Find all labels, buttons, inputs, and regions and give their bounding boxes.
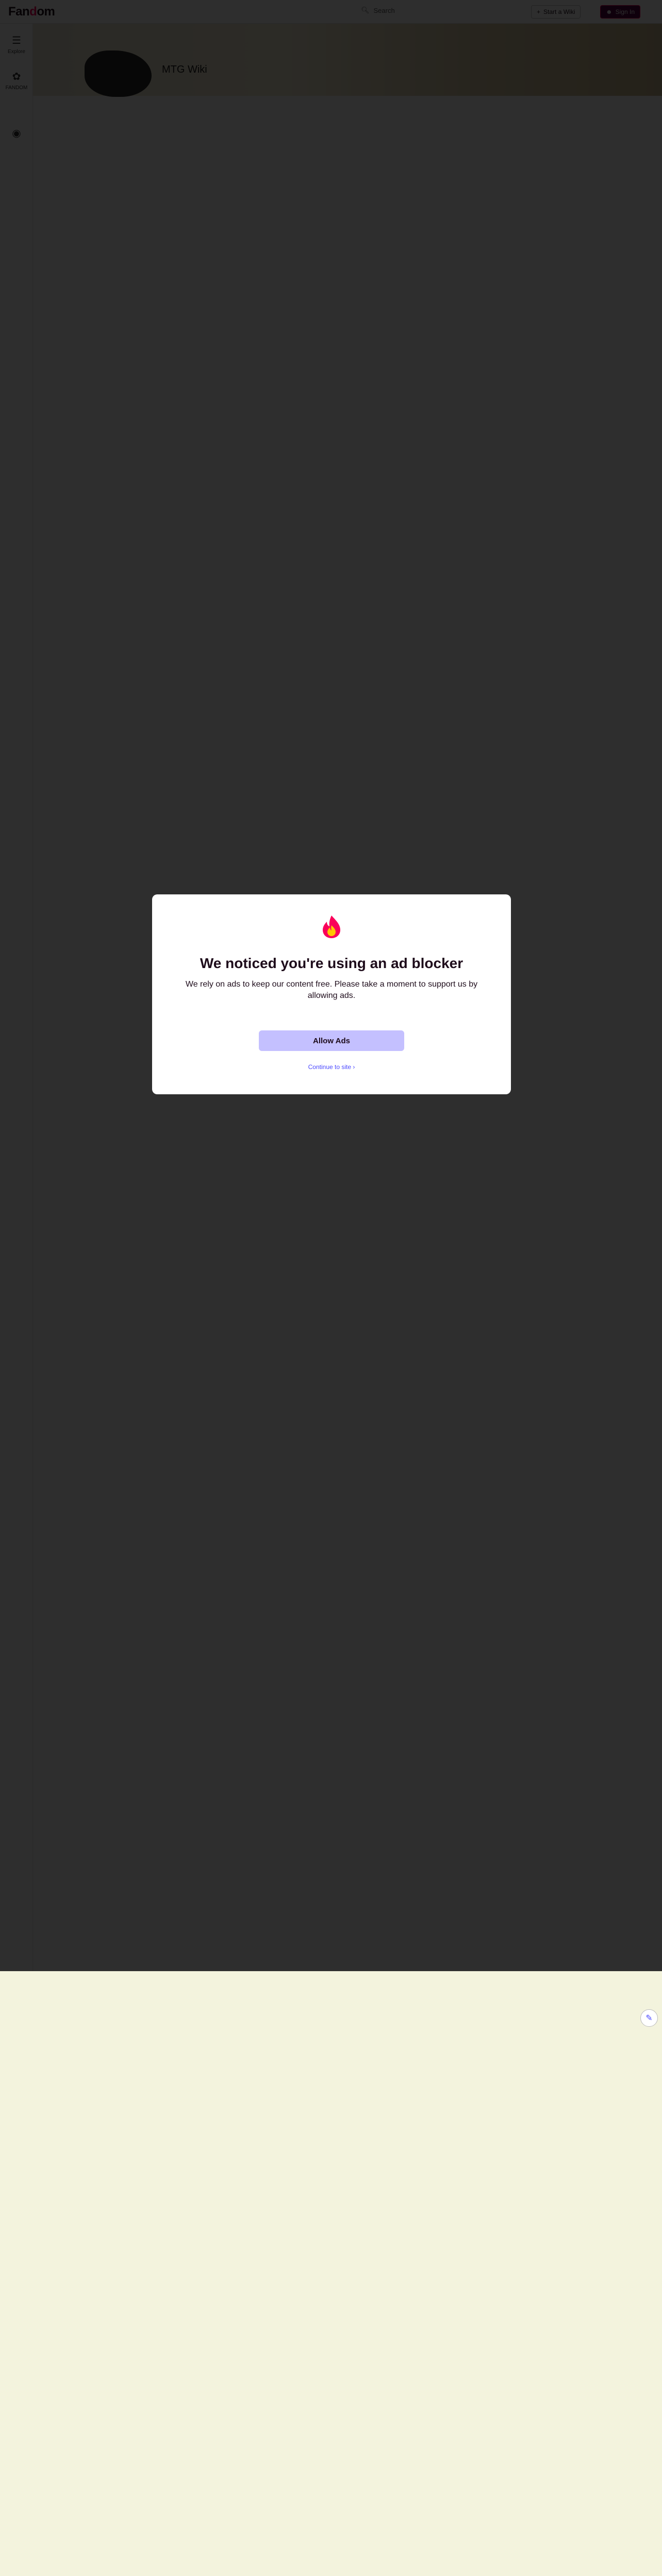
modal-title: We noticed you're using an ad blocker [200, 955, 464, 971]
fandom-flame-icon [319, 914, 344, 940]
pencil-icon: ✎ [646, 2014, 653, 2023]
edit-pencil-button[interactable] [640, 2009, 658, 2027]
continue-to-site-link[interactable]: Continue to site › [308, 1063, 355, 1071]
modal-body: We rely on ads to keep our content free. Please take a moment to support us by allowing ads. [185, 980, 478, 1000]
ad-blocker-modal [152, 894, 511, 1094]
allow-ads-button[interactable]: Allow Ads [259, 1030, 404, 1051]
